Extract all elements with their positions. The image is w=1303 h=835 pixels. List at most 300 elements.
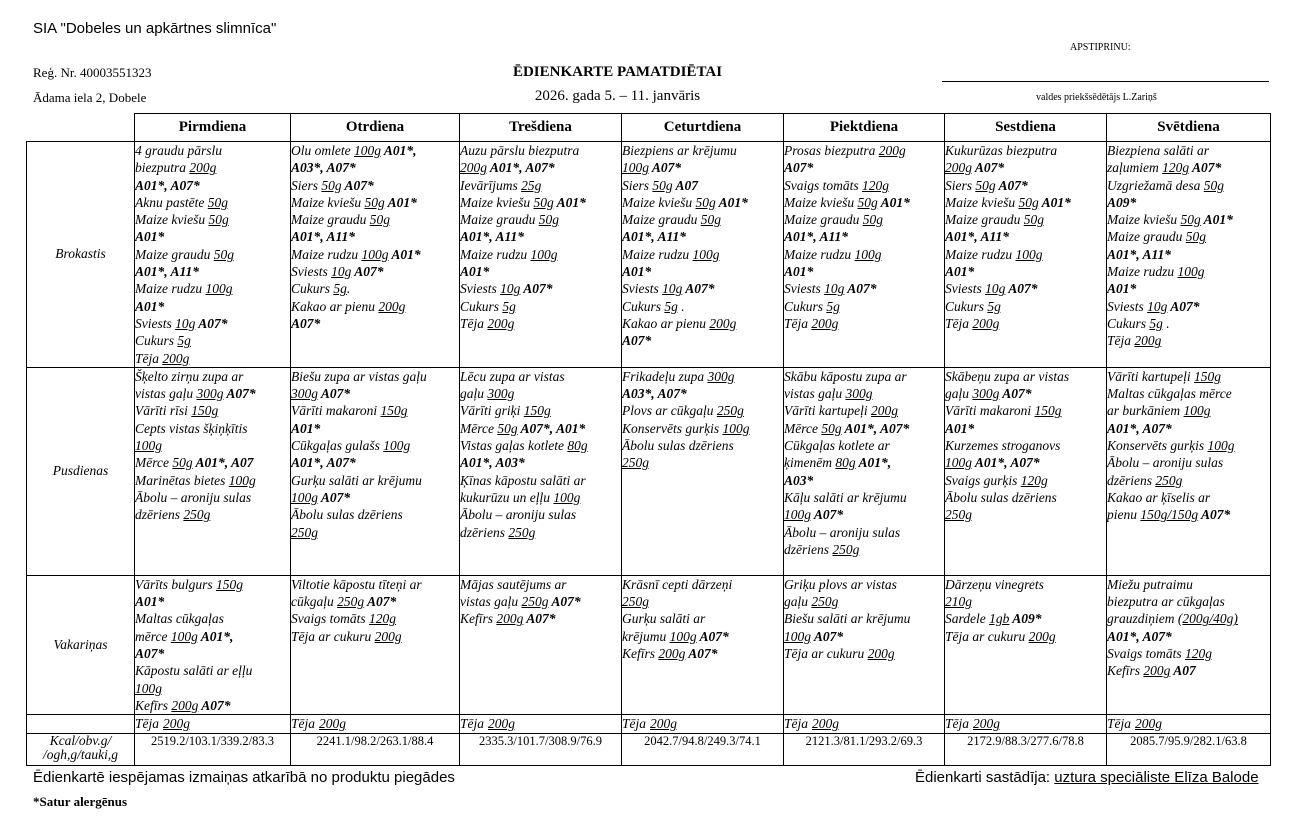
- dish-text: Šķelto zirņu zupa ar: [135, 368, 244, 384]
- portion-amount: 50g: [213, 246, 234, 262]
- allergen-code: A01*, A07*: [1107, 420, 1172, 436]
- menu-line: [1107, 454, 1270, 471]
- meal-cell: [135, 142, 291, 368]
- dish-text: Maize kviešu: [135, 212, 209, 228]
- day-header-friday: Piektdiena: [784, 114, 945, 142]
- dish-text: kukurūzu un eļļu: [460, 489, 554, 505]
- dish-text: vistas gaļu: [460, 594, 522, 610]
- menu-line: [622, 159, 783, 176]
- menu-line: [945, 263, 1106, 280]
- allergen-code: A01*, A11*: [622, 229, 687, 245]
- allergen-code: A01*: [553, 194, 586, 210]
- dish-text: Skābeņu zupa ar vistas: [945, 368, 1070, 384]
- menu-line: [622, 576, 783, 593]
- registration-number: Reģ. Nr. 40003551323: [33, 65, 152, 80]
- menu-line: [945, 368, 1106, 385]
- allergen-code: A07*: [649, 160, 682, 176]
- portion-amount: 100g: [354, 143, 381, 158]
- compiled-by-label: Ēdienkarti sastādīja:: [915, 769, 1051, 786]
- menu-line: [291, 246, 459, 263]
- menu-line: [1107, 315, 1270, 332]
- dish-text: Gurķu salāti ar: [622, 611, 706, 627]
- portion-amount: 50g: [857, 194, 878, 210]
- dish-text: Konservēts gurķis: [622, 420, 723, 436]
- portion-amount: 5g: [664, 298, 678, 314]
- portion-amount: 80g: [835, 455, 856, 471]
- allergen-code: A01*, A11*: [784, 229, 849, 245]
- meal-cell: [622, 367, 784, 575]
- menu-line: [135, 472, 290, 489]
- menu-line: [1107, 662, 1270, 679]
- allergen-code: A03*, A07*: [622, 386, 687, 402]
- dish-text: vistas gaļu: [784, 386, 846, 402]
- dish-text: Tēja ar cukuru: [784, 646, 868, 662]
- menu-line: [622, 177, 783, 194]
- menu-line: [784, 315, 944, 332]
- menu-line: [291, 628, 459, 645]
- menu-line: [1107, 142, 1270, 159]
- dish-text: dzēriens: [1107, 472, 1156, 488]
- dish-text: Tēja: [784, 315, 812, 331]
- compiled-by: [915, 769, 1259, 786]
- evening-tea-cell: [460, 715, 622, 734]
- meal-cell: [291, 575, 460, 714]
- menu-line: [460, 610, 621, 627]
- menu-line: [622, 368, 783, 385]
- dish-text: Maize graudu: [945, 212, 1024, 228]
- day-header-thursday: Ceturtdiena: [622, 114, 784, 142]
- allergen-code: A07*: [1198, 507, 1231, 523]
- dish-text: Maize graudu: [1107, 229, 1186, 245]
- dish-text: Tēja: [135, 350, 163, 366]
- portion-amount: 100g: [784, 507, 811, 523]
- allergen-code: A01*, A03*: [460, 455, 525, 471]
- portion-amount: 50g: [700, 212, 721, 228]
- evening-tea-cell: [1107, 715, 1271, 734]
- portion-amount: 50g: [1180, 212, 1201, 228]
- dish-text: Dārzeņu vinegrets: [945, 576, 1044, 592]
- nutrition-label-line2: /ogh,g/tauki,g: [43, 747, 118, 763]
- day-header-wednesday: Trešdiena: [460, 114, 622, 142]
- allergen-code: A07*: [341, 177, 374, 193]
- menu-line: [1107, 280, 1270, 297]
- portion-amount: 150g: [191, 403, 219, 419]
- dish-text: biezputra: [135, 160, 190, 176]
- allergen-code: A07*: [972, 160, 1005, 176]
- portion-amount: 150g: [523, 403, 551, 419]
- evening-tea-name: Tēja: [1107, 716, 1132, 732]
- allergen-code: A01*: [1200, 212, 1233, 228]
- menu-line: [945, 489, 1106, 506]
- portion-amount: 10g: [175, 315, 196, 331]
- portion-amount: 100g: [205, 281, 233, 297]
- menu-line: [945, 298, 1106, 315]
- allergen-code: A01*: [384, 194, 417, 210]
- dish-text: Kefīrs: [622, 646, 659, 662]
- menu-line: [945, 211, 1106, 228]
- menu-line: [784, 402, 944, 419]
- allergen-code: A07*: [1005, 281, 1038, 297]
- allergen-code: A07*, A01*: [517, 420, 586, 436]
- allergen-code: A07*: [523, 611, 556, 627]
- menu-line: [460, 420, 621, 437]
- menu-line: [622, 420, 783, 437]
- allergen-code: A01*, A11*: [460, 229, 525, 245]
- menu-line: [460, 263, 621, 280]
- portion-amount: 300g: [196, 386, 224, 402]
- evening-tea-cell: [291, 715, 460, 734]
- dish-text: biezputra ar cūkgaļas: [1107, 594, 1225, 610]
- dish-text: dzēriens: [460, 524, 509, 540]
- dish-text: Maize rudzu: [460, 246, 531, 262]
- portion-amount: 100g: [692, 246, 720, 262]
- allergen-code: A01*, A07*: [972, 455, 1040, 471]
- menu-line: [135, 402, 290, 419]
- dish-text: Cūkgaļas gulašs: [291, 438, 384, 454]
- dish-text: Maize graudu: [784, 212, 863, 228]
- menu-line: [460, 437, 621, 454]
- dish-text: Vārīti rīsi: [135, 403, 192, 419]
- dish-text: Lēcu zupa ar vistas: [460, 368, 565, 384]
- portion-amount: 100g: [622, 160, 649, 176]
- dish-text: Maize kviešu: [460, 194, 534, 210]
- nutrition-value: 2085.7/95.9/282.1/63.8: [1107, 734, 1271, 766]
- dish-text: Vārīti griķi: [460, 403, 524, 419]
- day-header-sunday: Svētdiena: [1107, 114, 1271, 142]
- menu-line: [291, 385, 459, 402]
- dish-text: Maize kviešu: [622, 194, 696, 210]
- dish-text: Cukurs: [135, 333, 178, 349]
- allergen-code: A07*: [784, 160, 814, 176]
- menu-line: [784, 420, 944, 437]
- allergen-code: A07*: [811, 507, 844, 523]
- dish-text: Svaigs tomāts: [1107, 646, 1186, 662]
- menu-line: [291, 315, 459, 332]
- evening-tea-cell: [135, 715, 291, 734]
- portion-amount: 120g: [1162, 160, 1190, 176]
- menu-line: [135, 350, 290, 367]
- menu-line: [1107, 194, 1270, 211]
- portion-amount: 50g: [321, 177, 342, 193]
- dish-text: Cepts vistas šķiņķītis: [135, 420, 248, 436]
- evening-tea-amount: 200g: [650, 716, 678, 732]
- menu-line: [784, 645, 944, 662]
- menu-line: [460, 228, 621, 245]
- menu-line: [945, 576, 1106, 593]
- portion-amount: 200g: [378, 298, 406, 314]
- menu-line: [945, 385, 1106, 402]
- dish-text: vistas gaļu: [135, 386, 197, 402]
- evening-tea-row: [27, 715, 1271, 734]
- allergen-code: A01*: [135, 229, 165, 245]
- portion-amount: 100g: [1207, 438, 1235, 454]
- menu-line: [291, 177, 459, 194]
- portion-amount: 100g: [530, 246, 558, 262]
- menu-line: [460, 142, 621, 159]
- dish-text: Ķīnas kāpostu salāti ar: [460, 472, 586, 488]
- portion-amount: 10g: [662, 281, 683, 297]
- nutrition-value: 2042.7/94.8/249.3/74.1: [622, 734, 784, 766]
- dish-text: Prosas biezputra: [784, 143, 879, 158]
- menu-line: [1107, 368, 1270, 385]
- menu-line: [135, 628, 290, 645]
- dish-text: Siers: [622, 177, 653, 193]
- menu-line: [1107, 385, 1270, 402]
- menu-line: [135, 142, 290, 159]
- menu-line: [945, 280, 1106, 297]
- allergen-code: A01*, A11*: [945, 229, 1010, 245]
- portion-amount: 100g: [784, 628, 811, 644]
- menu-line: [460, 576, 621, 593]
- menu-line: [1107, 298, 1270, 315]
- menu-line: [460, 524, 621, 541]
- menu-line: [1107, 159, 1270, 176]
- allergen-code: A09*: [1107, 194, 1137, 210]
- menu-line: [291, 402, 459, 419]
- dish-text: .: [1162, 315, 1170, 331]
- portion-amount: 300g: [845, 386, 873, 402]
- evening-tea-label-cell: [27, 715, 135, 734]
- menu-line: [135, 280, 290, 297]
- nutrition-value: 2519.2/103.1/339.2/83.3: [135, 734, 291, 766]
- dish-text: Kakao ar ķīselis ar: [1107, 489, 1211, 505]
- dish-text: Cukurs: [1107, 315, 1150, 331]
- menu-line: [622, 645, 783, 662]
- allergen-code: A03*, A07*: [291, 160, 356, 176]
- dish-text: Sardele: [945, 611, 990, 627]
- menu-line: [622, 211, 783, 228]
- dish-text: Maize rudzu: [945, 246, 1016, 262]
- nutrition-value: 2241.1/98.2/263.1/88.4: [291, 734, 460, 766]
- allergen-code: A01*: [388, 246, 421, 262]
- allergen-code: A01*: [945, 420, 975, 436]
- menu-line: [784, 385, 944, 402]
- menu-line: [291, 472, 459, 489]
- allergen-code: A07*: [318, 489, 351, 505]
- address: Ādama iela 2, Dobele: [33, 90, 147, 105]
- organization-name: SIA "Dobeles un apkārtnes slimnīca": [33, 20, 277, 37]
- portion-amount: 5g: [177, 333, 191, 349]
- allergen-code: A07*: [520, 281, 553, 297]
- nutrition-label-line1: Kcal/obv.g/: [49, 733, 112, 749]
- menu-line: [622, 628, 783, 645]
- dish-text: dzēriens: [784, 541, 833, 557]
- dish-text: Maize rudzu: [291, 246, 362, 262]
- portion-amount: 50g: [497, 420, 518, 436]
- portion-amount: 150g: [216, 576, 244, 592]
- approval-label: APSTIPRINU:: [1070, 42, 1131, 53]
- portion-amount: 100g: [722, 420, 750, 436]
- menu-line: [784, 610, 944, 627]
- portion-amount: 10g: [1147, 298, 1168, 314]
- allergen-code: A07*: [223, 386, 256, 402]
- dish-text: Maize rudzu: [135, 281, 206, 297]
- allergen-code: A07*: [135, 646, 165, 662]
- portion-amount: 100g: [228, 472, 256, 488]
- dish-text: Tēja ar cukuru: [945, 628, 1029, 644]
- dish-text: ar burkāniem: [1107, 403, 1184, 419]
- dish-text: .: [346, 281, 351, 297]
- menu-line: [135, 454, 290, 471]
- dish-text: Sviests: [784, 281, 825, 297]
- menu-line: [1107, 420, 1270, 437]
- portion-amount: 50g: [533, 194, 554, 210]
- page-title: ĒDIENKARTE PAMATDIĒTAI: [512, 64, 723, 80]
- menu-line: [1107, 437, 1270, 454]
- menu-line: [135, 228, 290, 245]
- portion-amount: 50g: [172, 455, 193, 471]
- menu-line: [784, 194, 944, 211]
- dish-text: Cukurs: [945, 298, 988, 314]
- dish-text: Kurzemes stroganovs: [945, 438, 1061, 454]
- portion-amount: 300g: [487, 386, 515, 402]
- menu-line: [622, 228, 783, 245]
- menu-line: [460, 159, 621, 176]
- allergen-code: A07*: [198, 697, 231, 713]
- dish-text: Siers: [945, 177, 976, 193]
- dish-text: Ābolu sulas dzēriens: [945, 489, 1057, 505]
- meal-label-dinner: Vakariņas: [27, 575, 135, 714]
- dish-text: Tēja ar cukuru: [291, 628, 375, 644]
- evening-tea-name: Tēja: [460, 716, 485, 732]
- portion-amount: 100g: [669, 628, 697, 644]
- dish-text: Mērce: [460, 420, 498, 436]
- menu-line: [291, 524, 459, 541]
- portion-amount: 50g: [364, 194, 385, 210]
- meal-cell: [622, 142, 784, 368]
- allergen-code: A07*: [811, 628, 844, 644]
- dish-text: Ābolu – aroniju sulas: [1107, 455, 1224, 471]
- dish-text: grauzdiņiem: [1107, 611, 1178, 627]
- menu-line: [622, 142, 783, 159]
- allergen-code: A07: [1170, 663, 1196, 679]
- meal-cell: [460, 142, 622, 368]
- portion-amount: 200g: [878, 143, 906, 158]
- portion-amount: 120g: [1020, 472, 1048, 488]
- menu-line: [784, 437, 944, 454]
- meal-cell: [1107, 142, 1271, 368]
- menu-line: [784, 506, 944, 523]
- portion-amount: 200g: [162, 350, 190, 366]
- portion-amount: 120g: [862, 177, 890, 193]
- dish-text: cūkgaļu: [291, 594, 338, 610]
- allergen-code: A01*: [291, 420, 321, 436]
- allergen-code: A01*: [1107, 281, 1137, 297]
- allergen-code: A01*: [877, 194, 910, 210]
- menu-line: [135, 645, 290, 662]
- dish-text: Maize kviešu: [291, 194, 365, 210]
- dish-text: Olu omlete: [291, 143, 354, 158]
- meal-cell: [945, 367, 1107, 575]
- portion-amount: 10g: [500, 281, 521, 297]
- portion-amount: 200g: [709, 315, 737, 331]
- dish-text: Kāpostu salāti ar eļļu: [135, 663, 253, 679]
- portion-amount: 200g: [496, 611, 524, 627]
- dish-text: Sviests: [291, 264, 332, 280]
- portion-amount: 50g: [652, 177, 673, 193]
- menu-line: [622, 454, 783, 471]
- menu-line: [945, 437, 1106, 454]
- portion-amount: 200g: [871, 403, 898, 419]
- dish-text: mērce: [135, 628, 171, 644]
- menu-line: [460, 472, 621, 489]
- portion-amount: 200g: [374, 628, 402, 644]
- meal-cell: [460, 367, 622, 575]
- menu-line: [460, 385, 621, 402]
- dish-text: Kāļu salāti ar krējumu: [784, 489, 907, 505]
- meal-cell: [945, 575, 1107, 714]
- allergen-code: A01*,: [855, 455, 892, 471]
- menu-line: [945, 159, 1106, 176]
- portion-amount: 100g: [135, 438, 162, 454]
- meal-row-breakfast: [27, 142, 1271, 368]
- menu-line: [135, 489, 290, 506]
- portion-amount: 250g: [1155, 472, 1183, 488]
- dish-text: Mērce: [135, 455, 173, 471]
- meal-cell: [784, 367, 945, 575]
- menu-line: [1107, 177, 1270, 194]
- dish-text: Aknu pastēte: [135, 194, 208, 210]
- menu-line: [784, 228, 944, 245]
- menu-line: [622, 263, 783, 280]
- portion-amount: 50g: [1203, 177, 1224, 193]
- evening-tea-name: Tēja: [945, 716, 970, 732]
- dish-text: Biešu zupa ar vistas gaļu: [291, 368, 427, 384]
- menu-line: [135, 177, 290, 194]
- menu-line: [622, 437, 783, 454]
- allergen-code: A01*: [135, 594, 165, 610]
- portion-amount: 80g: [567, 438, 588, 454]
- allergen-code: A07*: [999, 386, 1032, 402]
- menu-line: [460, 454, 621, 471]
- dish-text: Krāsnī cepti dārzeņi: [622, 576, 733, 592]
- dish-text: Griķu plovs ar vistas: [784, 576, 897, 592]
- evening-tea-name: Tēja: [135, 716, 160, 732]
- allergen-code: A07*: [622, 333, 652, 349]
- dish-text: pienu: [1107, 507, 1141, 523]
- menu-line: [135, 315, 290, 332]
- menu-line: [784, 280, 944, 297]
- dish-text: Sviests: [945, 281, 986, 297]
- menu-line: [784, 489, 944, 506]
- portion-amount: 250g: [945, 507, 972, 523]
- menu-line: [1107, 402, 1270, 419]
- menu-line: [291, 142, 459, 159]
- day-header-monday: Pirmdiena: [135, 114, 291, 142]
- allergen-code: A01*: [715, 194, 748, 210]
- menu-line: [945, 177, 1106, 194]
- menu-line: [622, 298, 783, 315]
- menu-line: [291, 263, 459, 280]
- dish-text: Kefīrs: [1107, 663, 1144, 679]
- dish-text: Biešu salāti ar krējumu: [784, 611, 911, 627]
- menu-line: [945, 420, 1106, 437]
- portion-amount: 50g: [1023, 212, 1044, 228]
- portion-amount: 10g: [824, 281, 845, 297]
- nutrition-value: 2121.3/81.1/293.2/69.3: [784, 734, 945, 766]
- menu-line: [291, 280, 459, 297]
- allergen-code: A07*: [995, 177, 1028, 193]
- allergen-code: A01*: [135, 298, 165, 314]
- menu-line: [784, 177, 944, 194]
- menu-line: [1107, 263, 1270, 280]
- meal-label-lunch: Pusdienas: [27, 367, 135, 575]
- portion-amount: 250g: [521, 594, 549, 610]
- dish-text: Kakao ar pienu: [622, 315, 710, 331]
- dish-text: Vistas gaļas kotlete: [460, 438, 568, 454]
- meal-cell: [460, 575, 622, 714]
- dish-text: Kefīrs: [135, 697, 172, 713]
